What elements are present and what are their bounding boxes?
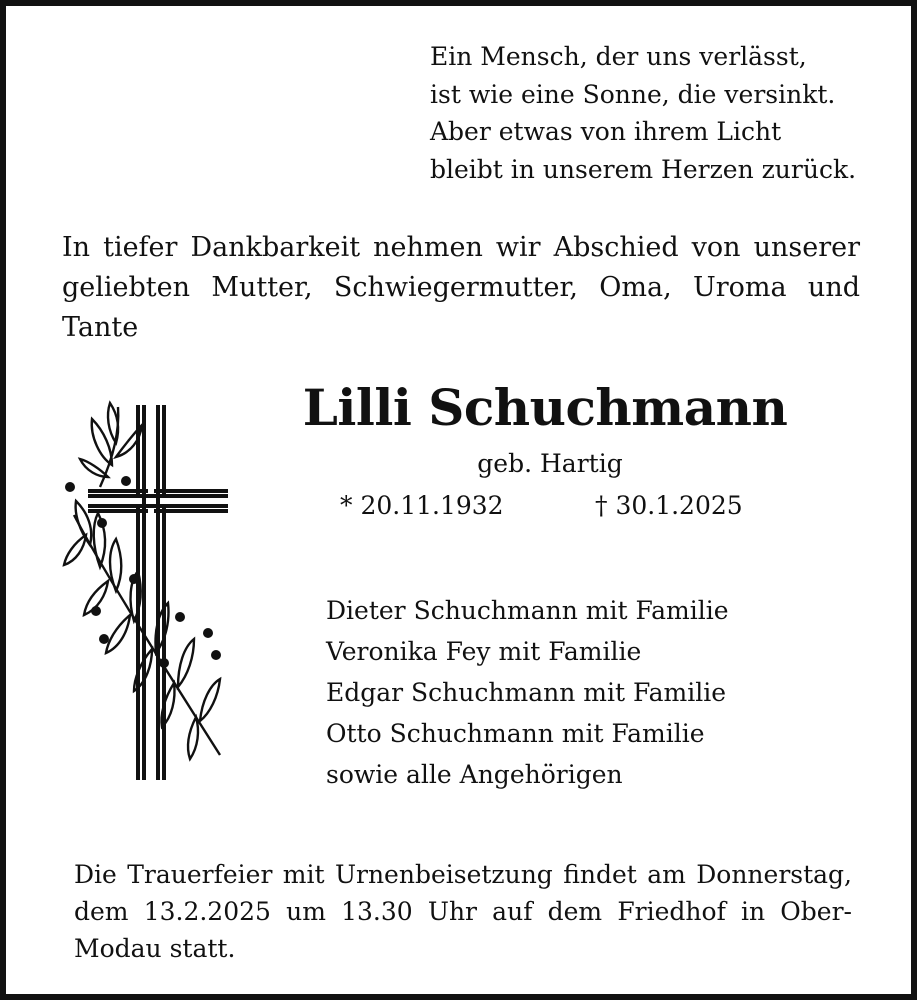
mourner: Otto Schuchmann mit Familie xyxy=(326,719,705,748)
mourners-list xyxy=(326,590,729,795)
intro-line: Tante xyxy=(62,312,139,343)
poem-line: Aber etwas von ihrem Licht xyxy=(430,117,782,146)
death-date: † 30.1.2025 xyxy=(595,491,743,520)
funeral-info-line: Die Trauerfeier mit Urnenbeisetzung findet am Donnerstag, xyxy=(74,860,852,889)
poem-line: bleibt in unserem Herzen zurück. xyxy=(430,154,857,184)
deceased-name: Lilli Schuchmann xyxy=(302,378,788,437)
intro-line: In tiefer Dankbarkeit nehmen wir Abschied von unserer xyxy=(62,232,860,263)
poem-line: ist wie eine Sonne, die versinkt. xyxy=(430,79,836,109)
birth-name: geb. Hartig xyxy=(477,449,623,478)
intro-line: geliebten Mutter, Schwiegermutter, Oma, Uroma und xyxy=(62,272,860,303)
mourner: sowie alle Angehörigen xyxy=(326,760,623,789)
funeral-info xyxy=(74,856,852,967)
birth-date: * 20.11.1932 xyxy=(340,491,504,520)
intro-text xyxy=(62,228,860,348)
cross-with-branches-icon xyxy=(60,395,240,795)
poem xyxy=(430,38,856,188)
funeral-info-line: dem 13.2.2025 um 13.30 Uhr auf dem Friedhof in Ober- xyxy=(74,897,852,926)
poem-line: Ein Mensch, der uns verlässt, xyxy=(430,42,807,71)
mourner: Dieter Schuchmann mit Familie xyxy=(326,596,729,625)
mourner: Veronika Fey mit Familie xyxy=(326,637,642,666)
funeral-info-line: Modau statt. xyxy=(74,934,236,963)
mourner: Edgar Schuchmann mit Familie xyxy=(326,678,726,707)
